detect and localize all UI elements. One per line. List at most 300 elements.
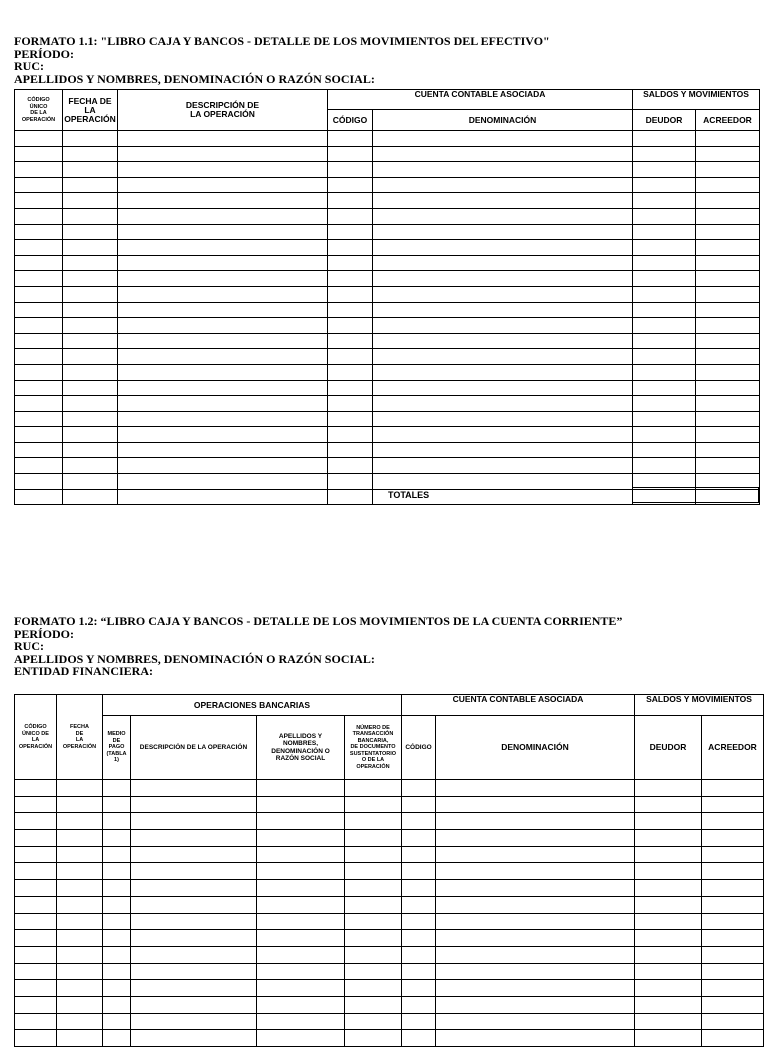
table-cell[interactable] <box>131 946 257 963</box>
table-cell[interactable] <box>118 302 328 318</box>
table-cell[interactable] <box>702 913 764 930</box>
table-cell[interactable] <box>373 177 633 193</box>
table-cell[interactable] <box>635 880 702 897</box>
table-cell[interactable] <box>131 780 257 797</box>
table-cell[interactable] <box>633 411 696 427</box>
table-cell[interactable] <box>15 946 57 963</box>
table-cell[interactable] <box>328 411 373 427</box>
table-cell[interactable] <box>15 458 63 474</box>
table-cell[interactable] <box>373 318 633 334</box>
table-cell[interactable] <box>328 474 373 490</box>
table-cell[interactable] <box>436 830 635 847</box>
table-cell[interactable] <box>702 830 764 847</box>
table-cell[interactable] <box>436 946 635 963</box>
table-cell[interactable] <box>635 780 702 797</box>
table-cell[interactable] <box>131 996 257 1013</box>
table-cell[interactable] <box>345 880 402 897</box>
table-cell[interactable] <box>373 474 633 490</box>
table-cell[interactable] <box>633 333 696 349</box>
table-cell[interactable] <box>633 240 696 256</box>
table-cell[interactable] <box>345 846 402 863</box>
table-cell[interactable] <box>15 427 63 443</box>
table-cell[interactable] <box>15 240 63 256</box>
table-cell[interactable] <box>696 240 760 256</box>
table-cell[interactable] <box>402 980 436 997</box>
table-cell[interactable] <box>257 780 345 797</box>
table-cell[interactable] <box>63 224 118 240</box>
table-cell[interactable] <box>633 224 696 240</box>
table-cell[interactable] <box>696 396 760 412</box>
table-cell[interactable] <box>15 846 57 863</box>
table-cell[interactable] <box>57 980 103 997</box>
table-cell[interactable] <box>702 796 764 813</box>
table-cell[interactable] <box>131 1013 257 1030</box>
table-cell[interactable] <box>63 364 118 380</box>
table-cell[interactable] <box>15 896 57 913</box>
table-cell[interactable] <box>345 796 402 813</box>
table-cell[interactable] <box>373 240 633 256</box>
table-cell[interactable] <box>345 996 402 1013</box>
table-cell[interactable] <box>15 349 63 365</box>
table-cell[interactable] <box>103 1030 131 1047</box>
table-cell[interactable] <box>702 930 764 947</box>
table-cell[interactable] <box>635 846 702 863</box>
table-cell[interactable] <box>57 813 103 830</box>
table-cell[interactable] <box>118 208 328 224</box>
table-cell[interactable] <box>633 208 696 224</box>
table-cell[interactable] <box>103 813 131 830</box>
table-cell[interactable] <box>373 162 633 178</box>
table-cell[interactable] <box>436 796 635 813</box>
table-cell[interactable] <box>635 863 702 880</box>
table-cell[interactable] <box>328 364 373 380</box>
table-cell[interactable] <box>328 442 373 458</box>
table-cell[interactable] <box>345 830 402 847</box>
table-cell[interactable] <box>436 863 635 880</box>
table-cell[interactable] <box>103 946 131 963</box>
table-cell[interactable] <box>635 980 702 997</box>
table-cell[interactable] <box>373 255 633 271</box>
table-cell[interactable] <box>15 796 57 813</box>
table-cell[interactable] <box>702 846 764 863</box>
table-cell[interactable] <box>257 830 345 847</box>
table-cell[interactable] <box>373 380 633 396</box>
table-cell[interactable] <box>328 162 373 178</box>
table-cell[interactable] <box>702 1030 764 1047</box>
table-cell[interactable] <box>328 177 373 193</box>
table-cell[interactable] <box>15 286 63 302</box>
table-cell[interactable] <box>57 996 103 1013</box>
table-cell[interactable] <box>373 427 633 443</box>
table-cell[interactable] <box>402 813 436 830</box>
table-cell[interactable] <box>635 896 702 913</box>
table-cell[interactable] <box>635 996 702 1013</box>
table-cell[interactable] <box>633 286 696 302</box>
table-cell[interactable] <box>15 224 63 240</box>
table-cell[interactable] <box>345 930 402 947</box>
table-cell[interactable] <box>118 458 328 474</box>
table-cell[interactable] <box>696 177 760 193</box>
table-cell[interactable] <box>436 996 635 1013</box>
table-cell[interactable] <box>696 146 760 162</box>
table-cell[interactable] <box>63 380 118 396</box>
table-cell[interactable] <box>118 427 328 443</box>
table-cell[interactable] <box>57 796 103 813</box>
table-cell[interactable] <box>63 146 118 162</box>
table-cell[interactable] <box>702 963 764 980</box>
table-cell[interactable] <box>696 286 760 302</box>
table-cell[interactable] <box>15 333 63 349</box>
table-cell[interactable] <box>118 177 328 193</box>
table-cell[interactable] <box>103 863 131 880</box>
table-cell[interactable] <box>633 255 696 271</box>
table-cell[interactable] <box>131 913 257 930</box>
table-cell[interactable] <box>402 863 436 880</box>
table-cell[interactable] <box>57 846 103 863</box>
table-cell[interactable] <box>436 846 635 863</box>
table-cell[interactable] <box>15 131 63 147</box>
table-cell[interactable] <box>345 1030 402 1047</box>
table-cell[interactable] <box>328 271 373 287</box>
table-cell[interactable] <box>633 427 696 443</box>
table-cell[interactable] <box>328 208 373 224</box>
table-cell[interactable] <box>63 162 118 178</box>
table-cell[interactable] <box>635 796 702 813</box>
table-cell[interactable] <box>702 946 764 963</box>
table-cell[interactable] <box>118 318 328 334</box>
table-cell[interactable] <box>328 224 373 240</box>
table-cell[interactable] <box>15 489 63 505</box>
table-cell[interactable] <box>63 427 118 443</box>
table-cell[interactable] <box>63 411 118 427</box>
table-cell[interactable] <box>257 846 345 863</box>
table-cell[interactable] <box>57 1013 103 1030</box>
table-cell[interactable] <box>131 863 257 880</box>
table-cell[interactable] <box>118 333 328 349</box>
table-cell[interactable] <box>15 146 63 162</box>
table-cell[interactable] <box>702 896 764 913</box>
table-cell[interactable] <box>328 458 373 474</box>
table-cell[interactable] <box>373 146 633 162</box>
table-cell[interactable] <box>118 146 328 162</box>
table-cell[interactable] <box>635 930 702 947</box>
table-cell[interactable] <box>63 208 118 224</box>
table-cell[interactable] <box>118 224 328 240</box>
table-cell[interactable] <box>402 780 436 797</box>
table-cell[interactable] <box>118 255 328 271</box>
table-cell[interactable] <box>15 913 57 930</box>
table-cell[interactable] <box>696 255 760 271</box>
table-cell[interactable] <box>15 193 63 209</box>
table-cell[interactable] <box>63 474 118 490</box>
table-cell[interactable] <box>373 224 633 240</box>
table-cell[interactable] <box>257 996 345 1013</box>
table-cell[interactable] <box>15 255 63 271</box>
table-cell[interactable] <box>633 302 696 318</box>
table-cell[interactable] <box>373 349 633 365</box>
table-cell[interactable] <box>696 364 760 380</box>
table-cell[interactable] <box>131 846 257 863</box>
table-cell[interactable] <box>345 896 402 913</box>
table-cell[interactable] <box>257 913 345 930</box>
table-cell[interactable] <box>63 240 118 256</box>
table-cell[interactable] <box>696 193 760 209</box>
table-cell[interactable] <box>635 1013 702 1030</box>
table-cell[interactable] <box>15 780 57 797</box>
table-cell[interactable] <box>402 880 436 897</box>
table-cell[interactable] <box>633 146 696 162</box>
table-cell[interactable] <box>15 980 57 997</box>
table-cell[interactable] <box>15 813 57 830</box>
table-cell[interactable] <box>373 271 633 287</box>
table-cell[interactable] <box>696 131 760 147</box>
table-cell[interactable] <box>15 364 63 380</box>
table-cell[interactable] <box>15 302 63 318</box>
table-cell[interactable] <box>103 913 131 930</box>
table-cell[interactable] <box>63 333 118 349</box>
table-cell[interactable] <box>63 131 118 147</box>
table-cell[interactable] <box>15 208 63 224</box>
table-cell[interactable] <box>103 963 131 980</box>
table-cell[interactable] <box>696 333 760 349</box>
table-cell[interactable] <box>63 349 118 365</box>
table-cell[interactable] <box>328 489 373 505</box>
table-cell[interactable] <box>118 162 328 178</box>
table-cell[interactable] <box>15 162 63 178</box>
table-cell[interactable] <box>103 880 131 897</box>
table-cell[interactable] <box>118 349 328 365</box>
table-cell[interactable] <box>118 240 328 256</box>
table-cell[interactable] <box>57 880 103 897</box>
table-cell[interactable] <box>118 364 328 380</box>
table-cell[interactable] <box>436 1030 635 1047</box>
table-cell[interactable] <box>63 396 118 412</box>
table-cell[interactable] <box>118 271 328 287</box>
table-cell[interactable] <box>696 208 760 224</box>
table-cell[interactable] <box>373 411 633 427</box>
table-cell[interactable] <box>257 930 345 947</box>
table-cell[interactable] <box>103 980 131 997</box>
table-cell[interactable] <box>15 863 57 880</box>
table-cell[interactable] <box>696 162 760 178</box>
table-cell[interactable] <box>103 780 131 797</box>
total-acreedor-cell[interactable] <box>696 488 759 503</box>
table-cell[interactable] <box>57 830 103 847</box>
table-cell[interactable] <box>15 1013 57 1030</box>
table-cell[interactable] <box>63 442 118 458</box>
table-cell[interactable] <box>633 349 696 365</box>
table-cell[interactable] <box>257 880 345 897</box>
table-cell[interactable] <box>57 930 103 947</box>
total-deudor-cell[interactable] <box>633 488 696 503</box>
table-cell[interactable] <box>402 930 436 947</box>
table-cell[interactable] <box>15 996 57 1013</box>
table-cell[interactable] <box>257 946 345 963</box>
table-cell[interactable] <box>63 302 118 318</box>
table-cell[interactable] <box>15 411 63 427</box>
table-cell[interactable] <box>373 302 633 318</box>
table-cell[interactable] <box>436 963 635 980</box>
table-cell[interactable] <box>328 333 373 349</box>
table-cell[interactable] <box>328 380 373 396</box>
table-cell[interactable] <box>257 980 345 997</box>
table-cell[interactable] <box>328 131 373 147</box>
table-cell[interactable] <box>373 193 633 209</box>
table-cell[interactable] <box>373 208 633 224</box>
table-cell[interactable] <box>63 286 118 302</box>
table-cell[interactable] <box>402 846 436 863</box>
table-cell[interactable] <box>702 863 764 880</box>
table-cell[interactable] <box>633 364 696 380</box>
table-cell[interactable] <box>436 980 635 997</box>
table-cell[interactable] <box>63 255 118 271</box>
table-cell[interactable] <box>15 830 57 847</box>
table-cell[interactable] <box>63 318 118 334</box>
table-cell[interactable] <box>328 255 373 271</box>
table-cell[interactable] <box>702 996 764 1013</box>
table-cell[interactable] <box>328 286 373 302</box>
table-cell[interactable] <box>257 863 345 880</box>
table-cell[interactable] <box>131 1030 257 1047</box>
table-cell[interactable] <box>131 796 257 813</box>
table-cell[interactable] <box>57 1030 103 1047</box>
table-cell[interactable] <box>436 1013 635 1030</box>
table-cell[interactable] <box>63 458 118 474</box>
table-cell[interactable] <box>345 946 402 963</box>
table-cell[interactable] <box>345 863 402 880</box>
table-cell[interactable] <box>345 813 402 830</box>
table-cell[interactable] <box>696 302 760 318</box>
table-cell[interactable] <box>118 396 328 412</box>
table-cell[interactable] <box>633 162 696 178</box>
table-cell[interactable] <box>345 963 402 980</box>
table-cell[interactable] <box>702 980 764 997</box>
table-cell[interactable] <box>118 442 328 458</box>
table-cell[interactable] <box>635 946 702 963</box>
table-cell[interactable] <box>15 963 57 980</box>
table-cell[interactable] <box>633 318 696 334</box>
table-cell[interactable] <box>373 131 633 147</box>
table-cell[interactable] <box>57 780 103 797</box>
table-cell[interactable] <box>57 946 103 963</box>
table-cell[interactable] <box>635 830 702 847</box>
table-cell[interactable] <box>345 980 402 997</box>
table-cell[interactable] <box>635 913 702 930</box>
table-cell[interactable] <box>635 813 702 830</box>
table-cell[interactable] <box>436 930 635 947</box>
table-cell[interactable] <box>15 1030 57 1047</box>
table-cell[interactable] <box>328 396 373 412</box>
table-cell[interactable] <box>15 880 57 897</box>
table-cell[interactable] <box>131 930 257 947</box>
table-cell[interactable] <box>328 302 373 318</box>
table-cell[interactable] <box>131 980 257 997</box>
table-cell[interactable] <box>15 930 57 947</box>
table-cell[interactable] <box>57 896 103 913</box>
table-cell[interactable] <box>402 830 436 847</box>
table-cell[interactable] <box>633 193 696 209</box>
table-cell[interactable] <box>696 271 760 287</box>
table-cell[interactable] <box>696 349 760 365</box>
table-cell[interactable] <box>702 1013 764 1030</box>
table-cell[interactable] <box>696 224 760 240</box>
table-cell[interactable] <box>15 474 63 490</box>
table-cell[interactable] <box>696 427 760 443</box>
table-cell[interactable] <box>635 1030 702 1047</box>
table-cell[interactable] <box>328 240 373 256</box>
table-cell[interactable] <box>118 474 328 490</box>
table-cell[interactable] <box>402 913 436 930</box>
table-cell[interactable] <box>436 880 635 897</box>
table-cell[interactable] <box>15 177 63 193</box>
table-cell[interactable] <box>702 813 764 830</box>
table-cell[interactable] <box>328 349 373 365</box>
table-cell[interactable] <box>103 996 131 1013</box>
table-cell[interactable] <box>15 380 63 396</box>
table-cell[interactable] <box>696 458 760 474</box>
table-cell[interactable] <box>63 489 118 505</box>
table-cell[interactable] <box>131 963 257 980</box>
table-cell[interactable] <box>103 830 131 847</box>
table-cell[interactable] <box>702 780 764 797</box>
table-cell[interactable] <box>373 286 633 302</box>
table-cell[interactable] <box>131 880 257 897</box>
table-cell[interactable] <box>345 1013 402 1030</box>
table-cell[interactable] <box>402 946 436 963</box>
table-cell[interactable] <box>257 896 345 913</box>
table-cell[interactable] <box>103 846 131 863</box>
table-cell[interactable] <box>63 177 118 193</box>
table-cell[interactable] <box>118 131 328 147</box>
table-cell[interactable] <box>15 442 63 458</box>
table-cell[interactable] <box>328 318 373 334</box>
table-cell[interactable] <box>373 442 633 458</box>
table-cell[interactable] <box>57 963 103 980</box>
table-cell[interactable] <box>436 780 635 797</box>
table-cell[interactable] <box>328 193 373 209</box>
table-cell[interactable] <box>402 1030 436 1047</box>
table-cell[interactable] <box>436 896 635 913</box>
table-cell[interactable] <box>257 1013 345 1030</box>
table-cell[interactable] <box>345 913 402 930</box>
table-cell[interactable] <box>118 489 328 505</box>
table-cell[interactable] <box>373 364 633 380</box>
table-cell[interactable] <box>57 863 103 880</box>
table-cell[interactable] <box>633 177 696 193</box>
table-cell[interactable] <box>131 830 257 847</box>
table-cell[interactable] <box>63 271 118 287</box>
table-cell[interactable] <box>436 913 635 930</box>
table-cell[interactable] <box>373 396 633 412</box>
table-cell[interactable] <box>15 271 63 287</box>
table-cell[interactable] <box>633 380 696 396</box>
table-cell[interactable] <box>345 780 402 797</box>
table-cell[interactable] <box>696 442 760 458</box>
table-cell[interactable] <box>257 1030 345 1047</box>
table-cell[interactable] <box>696 411 760 427</box>
table-cell[interactable] <box>15 396 63 412</box>
table-cell[interactable] <box>402 996 436 1013</box>
table-cell[interactable] <box>131 896 257 913</box>
table-cell[interactable] <box>257 796 345 813</box>
table-cell[interactable] <box>696 318 760 334</box>
table-cell[interactable] <box>373 333 633 349</box>
table-cell[interactable] <box>118 193 328 209</box>
table-cell[interactable] <box>402 963 436 980</box>
table-cell[interactable] <box>402 796 436 813</box>
table-cell[interactable] <box>436 813 635 830</box>
table-cell[interactable] <box>118 286 328 302</box>
